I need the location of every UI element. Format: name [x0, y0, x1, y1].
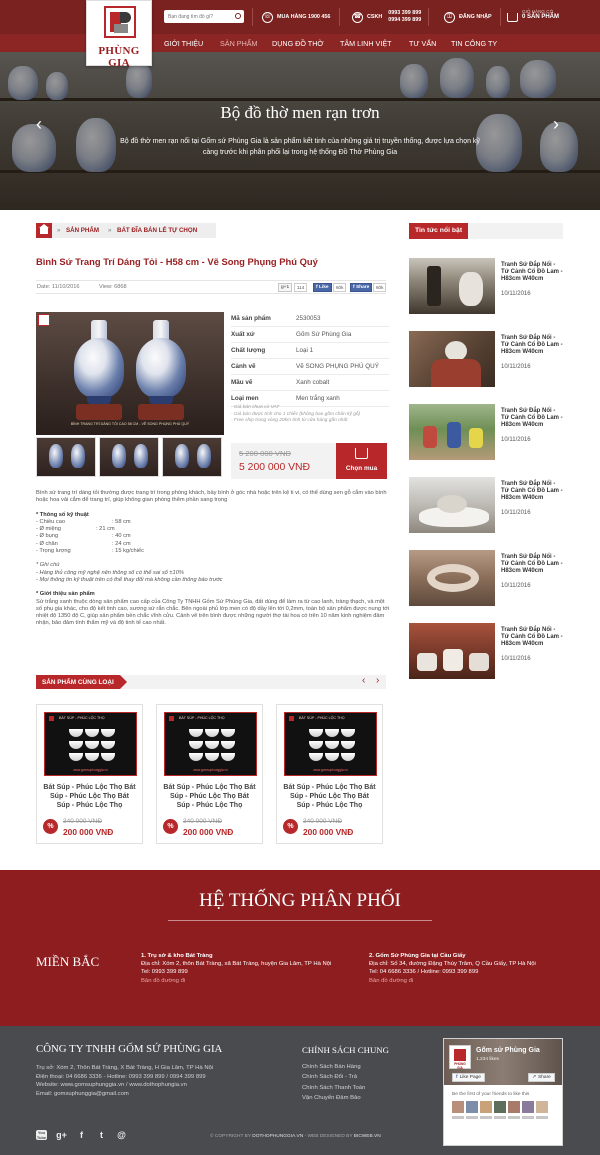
avatar[interactable] — [466, 1101, 478, 1113]
bowl-image — [85, 753, 99, 761]
hero-banner — [0, 52, 600, 210]
current-price: 200 000 VNĐ — [63, 827, 114, 837]
bowl-image — [221, 753, 235, 761]
bowl-image — [341, 741, 355, 749]
current-price: 200 000 VNĐ — [183, 827, 234, 837]
bowl-image — [341, 753, 355, 761]
breadcrumb-item-category[interactable]: BÁT ĐĨA BÁN LẺ TỰ CHỌN — [117, 227, 198, 234]
chevron-left-icon[interactable]: ‹ — [36, 114, 42, 134]
intro-text: Bình sứ trang trí dáng tỏi thường được trang trí trong phòng khách, bày bình ở góc nhà hoặc trên kệ ti vi, có thể dùng sen gỗ cắm vào bình hoặc hoa vải cắm để trang trí, giúp không gian phòng thêm phần sang trọng — [36, 490, 387, 504]
news-date: 10/11/2016 — [501, 437, 531, 443]
cart-count: 0 SẢN PHẨM — [522, 14, 560, 20]
site-logo[interactable] — [86, 0, 152, 69]
header-divider — [500, 8, 501, 26]
product-image[interactable] — [164, 712, 257, 776]
image-website: www.gomsuphunggia.vn — [193, 768, 228, 772]
site-footer — [0, 1026, 600, 1155]
product-thumbnail[interactable] — [162, 437, 222, 477]
search-icon[interactable] — [235, 13, 241, 19]
spec-key: Mã sản phẩm — [231, 315, 271, 322]
hotline[interactable] — [262, 7, 330, 27]
fb-friend-names — [452, 1116, 548, 1119]
note-title: * Ghi chú — [36, 562, 60, 569]
youtube-icon[interactable]: You Tube — [36, 1130, 47, 1140]
tech-key: - Ø bụng — [36, 533, 59, 540]
tech-title: * Thông số kỹ thuật — [36, 511, 89, 518]
copyright-prefix: © COPYRIGHT BY — [210, 1134, 251, 1139]
spec-key: Loại men — [231, 395, 259, 402]
bowl-image — [205, 729, 219, 737]
avatar[interactable] — [452, 1101, 464, 1113]
fb-like-button[interactable]: f Like — [313, 283, 332, 292]
about-title: * Giới thiệu sản phẩm — [36, 591, 95, 598]
store-address-text: Địa chỉ: Xóm 2, thôn Bát Tràng, xã Bát Tràng, huyện Gia Lâm, TP Hà Nội — [141, 961, 332, 968]
bowl-image — [221, 729, 235, 737]
news-date: 10/11/2016 — [501, 510, 531, 516]
store-phone: Tel: 0993 399 899 — [141, 969, 188, 976]
discount-badge: % — [163, 819, 178, 834]
related-products-header — [36, 675, 386, 689]
news-title[interactable]: Tranh Sứ Đắp Nổi - Tứ Cảnh Cổ Đồ Lam -H83cm W40cm — [501, 335, 563, 356]
news-title[interactable]: Tranh Sứ Đắp Nổi - Tứ Cảnh Cổ Đồ Lam -H83cm W40cm — [501, 481, 563, 502]
tech-row — [36, 533, 390, 540]
spec-row — [231, 311, 389, 327]
fb-friends-text: Be the first of your friends to like this — [452, 1092, 530, 1097]
tech-row — [36, 548, 390, 555]
header-divider — [428, 8, 429, 26]
about-text: Sứ trắng xanh thuộc dòng sản phẩm cao cấp của Công Ty TNHH Gốm Sứ Phùng Gia, đất dùng để làm ra từ cao lanh, tràng thạch, và một số phụ gia khác, cho độ kết tinh cao, sương sứ rắn chắc. Bên ngoài phủ lớp men có độ dầy lên tới 0,2mm, toàn bộ sản phẩm được nung tới nhiệt độ 1350 độ C, giúp sản phẩm bền chắc vĩnh cửu. Cảnh vẽ trên bình được những người thợ tài hoa có trên 10 năm kinh nghiệm đảm nhận, bảo đảm tính thẩm mỹ và độ tinh tế cao nhất. — [36, 598, 390, 627]
designed-prefix: - WEB DESIGNED BY — [304, 1134, 353, 1139]
distribution-title: HỆ THỐNG PHÂN PHỐI — [199, 890, 401, 911]
image-website: www.gomsuphunggia.vn — [313, 768, 348, 772]
news-item[interactable] — [409, 623, 563, 681]
cart-label: GIỎ HÀNG CÓ — [522, 9, 554, 14]
price-note: - Giá bán được tính cho 1 chiếc (không bao gồm chân kỹ gỗ) — [231, 411, 361, 417]
news-title[interactable]: Tranh Sứ Đắp Nổi - Tứ Cảnh Cổ Đồ Lam -H83cm W40cm — [501, 262, 563, 283]
buy-button[interactable] — [336, 443, 387, 479]
store-name: 2. Gốm Sứ Phùng Gia tại Cầu Giấy — [369, 953, 466, 959]
related-product-card[interactable] — [36, 704, 143, 844]
note-line: - Mọi thông tin kỹ thuật trên có thể thay đổi mà không cần thông báo trước — [36, 576, 223, 583]
image-label: BÁT SÚP - PHÚC LỘC THỌ — [299, 716, 345, 720]
title-divider — [168, 920, 432, 921]
policy-link-payment[interactable]: Chính Sách Thanh Toán — [302, 1084, 366, 1091]
news-item[interactable] — [409, 550, 563, 608]
policy-links — [302, 1062, 365, 1103]
header-divider — [252, 8, 253, 26]
social-links — [36, 1130, 127, 1140]
cart-icon — [507, 13, 518, 22]
cart-link[interactable] — [507, 9, 559, 22]
brand-watermark-icon — [49, 716, 54, 721]
fb-share-button[interactable]: f Share — [350, 283, 372, 292]
lock-icon: ⚿ — [444, 12, 455, 23]
store-address-text: Địa chỉ: Số 34, đường Đặng Thùy Trâm, Q Cầu Giấy, TP Hà Nội — [369, 961, 536, 968]
search-input[interactable] — [164, 10, 230, 23]
tech-row — [36, 519, 390, 526]
image-website: www.gomsuphunggia.vn — [73, 768, 108, 772]
bowl-image — [309, 753, 323, 761]
login-link[interactable] — [444, 7, 492, 27]
gplus-count: 114 — [294, 283, 307, 292]
discount-badge: % — [283, 819, 298, 834]
tech-value: : 24 cm — [112, 540, 131, 547]
breadcrumb — [36, 223, 216, 238]
copyright — [210, 1134, 381, 1139]
brand-watermark-icon — [169, 716, 174, 721]
fb-share-label: Share — [538, 1075, 551, 1080]
breadcrumb-separator: » — [108, 227, 112, 234]
cskh-phone-2: 0994 399 899 — [388, 17, 422, 23]
news-item[interactable] — [409, 404, 563, 462]
avatar[interactable] — [536, 1101, 548, 1113]
facebook-page-widget[interactable] — [443, 1038, 563, 1146]
bowl-image — [325, 753, 339, 761]
home-icon[interactable] — [36, 223, 52, 238]
logo-mark-icon — [104, 6, 136, 38]
fb-friend-faces — [452, 1101, 548, 1113]
news-date: 10/11/2016 — [501, 291, 531, 297]
tech-key: - Ø miệng — [36, 526, 61, 533]
tech-value: : 58 cm — [112, 518, 131, 525]
sidebar-title: Tin tức nổi bật — [409, 223, 468, 239]
fb-page-avatar[interactable] — [449, 1045, 471, 1069]
news-thumbnail[interactable] — [409, 331, 495, 387]
avatar[interactable] — [480, 1101, 492, 1113]
fb-like-page-label: Like Page — [459, 1075, 481, 1080]
banner-description: Bộ đồ thờ men rạn nổi tại Gốm sứ Phùng Gia là sản phẩm kết tinh của những giá trị truyền thống, được lựa chọn kỹ càng trước khi phân phối lại trong hệ thống Đồ Thờ Phùng Gia — [120, 138, 480, 156]
product-image[interactable] — [284, 712, 377, 776]
like-count: 60k — [333, 283, 346, 292]
spec-row — [231, 343, 389, 359]
spec-value: Gốm Sứ Phùng Gia — [296, 331, 352, 338]
related-product-card[interactable] — [156, 704, 263, 844]
bowl-image — [69, 753, 83, 761]
bowl-image — [101, 753, 115, 761]
spec-value: Loại 1 — [296, 347, 314, 354]
tech-value: : 40 cm — [112, 533, 131, 540]
google-plus-icon[interactable]: g+ — [56, 1130, 67, 1140]
price-notes — [231, 405, 391, 425]
brand-name: PHÙNG GIA — [98, 45, 140, 69]
spec-row — [231, 359, 389, 375]
news-thumbnail[interactable] — [409, 550, 495, 606]
brand-watermark-icon — [289, 716, 294, 721]
spec-value: Men trắng xanh — [296, 395, 340, 402]
avatar-text: PHÙNG GIA — [454, 1062, 466, 1070]
product-title: Bình Sứ Trang Trí Dáng Tỏi - H58 cm - Vẽ Song Phụng Phú Quý — [36, 256, 318, 267]
note-line: - Hàng thủ công mỹ nghệ nên thông số có thể sai số ±10% — [36, 569, 184, 576]
bowl-image — [69, 741, 83, 749]
policy-link-returns[interactable]: Chính Sách Đổi - Trả — [302, 1074, 358, 1081]
chevron-right-icon[interactable]: › — [376, 675, 380, 686]
product-name[interactable]: Bát Súp - Phúc Lộc Thọ Bát Súp - Phúc Lộc Thọ Bát Súp - Phúc Lộc Thọ — [43, 784, 136, 809]
map-link[interactable]: Bản đồ đường đi — [369, 977, 414, 984]
breadcrumb-separator: » — [57, 227, 61, 234]
facebook-icon: f — [456, 1075, 458, 1080]
twitter-icon[interactable]: t — [100, 1130, 103, 1140]
buy-label: Chọn mua — [345, 465, 378, 472]
product-thumbnail[interactable] — [99, 437, 159, 477]
search-box[interactable] — [164, 10, 244, 23]
skype-icon[interactable]: @ — [117, 1130, 126, 1140]
bowl-image — [205, 753, 219, 761]
product-date: Date: 11/10/2016 — [37, 284, 80, 290]
news-item[interactable] — [409, 331, 563, 389]
avatar[interactable] — [508, 1101, 520, 1113]
hotline-text: MUA HÀNG 1900 456 — [277, 13, 331, 20]
share-label: Share — [355, 285, 370, 290]
bowl-image — [309, 741, 323, 749]
brand-watermark-icon — [38, 314, 50, 326]
avatar[interactable] — [494, 1101, 506, 1113]
product-thumbnail[interactable] — [36, 437, 96, 477]
company-info — [36, 1064, 286, 1098]
nav-item-tin-cong-ty[interactable]: TIN CÔNG TY — [451, 39, 498, 48]
bowl-image — [325, 729, 339, 737]
nav-item-gioi-thieu[interactable]: GIỚI THIỆU — [164, 39, 204, 48]
fb-page-name[interactable]: Gốm sứ Phùng Gia — [476, 1047, 540, 1054]
news-date: 10/11/2016 — [501, 364, 531, 370]
spec-value: Vẽ SONG PHỤNG PHÚ QUÝ — [296, 363, 379, 370]
product-name[interactable]: Bát Súp - Phúc Lộc Thọ Bát Súp - Phúc Lộc Thọ Bát Súp - Phúc Lộc Thọ — [283, 784, 376, 809]
fb-share-button[interactable] — [528, 1073, 555, 1082]
chevron-right-icon[interactable]: › — [553, 114, 559, 134]
tech-key: - Trọng lượng — [36, 548, 71, 555]
product-description — [36, 490, 390, 628]
vase-image — [74, 320, 124, 408]
spec-key: Chất lượng — [231, 347, 266, 354]
chevron-left-icon[interactable]: ‹ — [362, 675, 366, 686]
nav-item-tu-van[interactable]: TƯ VẤN — [409, 39, 437, 48]
old-price: 5 200 000 VNĐ — [239, 449, 291, 458]
product-name[interactable]: Bát Súp - Phúc Lộc Thọ Bát Súp - Phúc Lộc Thọ Bát Súp - Phúc Lộc Thọ — [163, 784, 256, 809]
customer-care[interactable] — [352, 7, 421, 27]
spec-key: Cảnh vẽ — [231, 363, 256, 370]
avatar[interactable] — [522, 1101, 534, 1113]
company-website[interactable]: Website: www.gomsuphunggia.vn / www.dothophungia.vn — [36, 1082, 187, 1089]
news-thumbnail[interactable] — [409, 477, 495, 533]
company-email[interactable]: Email: gomsuphunggia@gmail.com — [36, 1090, 129, 1097]
region-label: MIỀN BẮC — [36, 954, 100, 969]
related-title: SẢN PHẨM CÙNG LOẠI — [36, 675, 120, 689]
thumbnail-strip — [36, 437, 224, 477]
spec-row — [231, 375, 389, 391]
bowl-image — [101, 741, 115, 749]
tech-value: : 21 cm — [96, 526, 115, 533]
bowl-image — [325, 741, 339, 749]
policy-title: CHÍNH SÁCH CHUNG — [302, 1045, 389, 1055]
company-name: CÔNG TY TNHH GỐM SỨ PHÙNG GIA — [36, 1043, 223, 1055]
image-label: BÁT SÚP - PHÚC LỘC THỌ — [179, 716, 225, 720]
copyright-site[interactable]: DOTHOPHUNGGIA.VN — [252, 1134, 304, 1139]
discount-badge: % — [43, 819, 58, 834]
login-text: ĐĂNG NHẬP — [459, 13, 492, 20]
spec-key: Xuất xứ — [231, 331, 255, 338]
spec-key: Mầu vẽ — [231, 379, 253, 386]
spec-value: 2530053 — [296, 315, 321, 322]
price-note: - Free ship trong vòng 20km tính từ cửa hàng gần nhất — [231, 418, 348, 424]
phone-icon: ☏ — [262, 12, 273, 23]
tech-key: - Ø chân — [36, 540, 58, 547]
nav-item-tam-linh-viet[interactable]: TÂM LINH VIỆT — [340, 39, 392, 48]
banner-overlay — [0, 52, 600, 210]
cskh-phones — [388, 10, 421, 24]
image-caption: BÌNH TRANG TRÍ DÁNG TỎI CAO 58 CM - VẼ SONG PHỤNG PHÚ QUÝ — [70, 422, 190, 426]
news-date: 10/11/2016 — [501, 656, 531, 662]
like-label: Like — [318, 285, 329, 290]
breadcrumb-item-san-pham[interactable]: SẢN PHẨM — [66, 227, 100, 234]
news-date: 10/11/2016 — [501, 583, 531, 589]
bowl-image — [341, 729, 355, 737]
bowl-image — [101, 729, 115, 737]
bowl-image — [85, 741, 99, 749]
store-phone: Tel: 04 6686 3336 / Hotline: 0993 399 899 — [369, 969, 479, 976]
bowl-image — [205, 741, 219, 749]
tech-row — [36, 541, 390, 548]
nav-item-san-pham[interactable]: SẢN PHẨM — [220, 39, 258, 48]
old-price: 340 000 VNĐ — [63, 818, 103, 825]
company-phone: Điện thoại: 04 6686 3336 - Hotline: 0993 399 899 / 0994 399 899 — [36, 1073, 206, 1080]
spec-row — [231, 327, 389, 343]
current-price: 200 000 VNĐ — [303, 827, 354, 837]
banner-title: Bộ đồ thờ men rạn trơn — [220, 103, 380, 122]
policy-link-shipping[interactable]: Vận Chuyển Đảm Bảo — [302, 1094, 361, 1101]
bowl-image — [221, 741, 235, 749]
news-thumbnail[interactable] — [409, 404, 495, 460]
news-item[interactable] — [409, 258, 563, 316]
old-price: 340 000 VNĐ — [303, 818, 343, 825]
tech-value: : 15 kg/chiếc — [112, 548, 144, 555]
header-divider — [339, 8, 340, 26]
news-title[interactable]: Tranh Sứ Đắp Nổi - Tứ Cảnh Cổ Đồ Lam -H83cm W40cm — [501, 627, 563, 648]
vase-image — [136, 320, 186, 408]
share-count: 60k — [373, 283, 386, 292]
price-note: - Giá bán chưa có VAT — [231, 405, 280, 410]
news-thumbnail[interactable] — [409, 258, 495, 314]
related-product-card[interactable] — [276, 704, 383, 844]
cskh-label: CSKH — [367, 13, 383, 20]
facebook-icon[interactable]: f — [80, 1130, 83, 1140]
map-link[interactable]: Bản đồ đường đi — [141, 977, 186, 984]
nav-item-dung-do-tho[interactable]: DỤNG ĐỒ THỜ — [272, 39, 324, 48]
policy-link-sales[interactable]: Chính Sách Bán Hàng — [302, 1064, 361, 1070]
news-title[interactable]: Tranh Sứ Đắp Nổi - Tứ Cảnh Cổ Đồ Lam -H83cm W40cm — [501, 408, 563, 429]
bowl-image — [309, 729, 323, 737]
store-address — [369, 952, 589, 985]
bowl-image — [85, 729, 99, 737]
bowl-image — [69, 729, 83, 737]
current-price: 5 200 000 VNĐ — [239, 462, 311, 473]
share-icon: ↗ — [532, 1075, 537, 1080]
fb-like-page-button[interactable] — [452, 1073, 485, 1082]
tech-row — [36, 526, 390, 533]
store-name: 1. Trụ sở & kho Bát Tràng — [141, 953, 213, 959]
gplus-button[interactable]: g+1 — [278, 283, 292, 292]
headset-icon: ☎ — [352, 12, 363, 23]
news-title[interactable]: Tranh Sứ Đắp Nổi - Tứ Cảnh Cổ Đồ Lam -H83cm W40cm — [501, 554, 563, 575]
product-main-image[interactable] — [36, 312, 224, 435]
store-address — [141, 952, 361, 985]
product-meta — [36, 280, 386, 294]
bowl-image — [189, 729, 203, 737]
product-views: View: 6868 — [99, 284, 127, 290]
image-label: BÁT SÚP - PHÚC LỘC THỌ — [59, 716, 105, 720]
bowl-image — [189, 753, 203, 761]
cart-icon — [355, 448, 368, 459]
distribution-section — [0, 870, 600, 1026]
spec-value: Xanh cobalt — [296, 379, 330, 386]
product-image[interactable] — [44, 712, 137, 776]
company-address: Trụ sở: Xóm 2, Thôn Bát Tràng, X Bát Tràng, H Gia Lâm, TP Hà Nội — [36, 1065, 214, 1071]
old-price: 340 000 VNĐ — [183, 818, 223, 825]
fb-like-count: 1,234 likes — [476, 1057, 499, 1062]
news-thumbnail[interactable] — [409, 623, 495, 679]
cskh-phone-1: 0993 399 899 — [388, 10, 422, 16]
news-item[interactable] — [409, 477, 563, 535]
designer-link[interactable]: BICWEB.VN — [353, 1134, 381, 1139]
news-sidebar-header — [409, 223, 563, 239]
tech-key: - Chiều cao — [36, 518, 66, 525]
bowl-image — [189, 741, 203, 749]
